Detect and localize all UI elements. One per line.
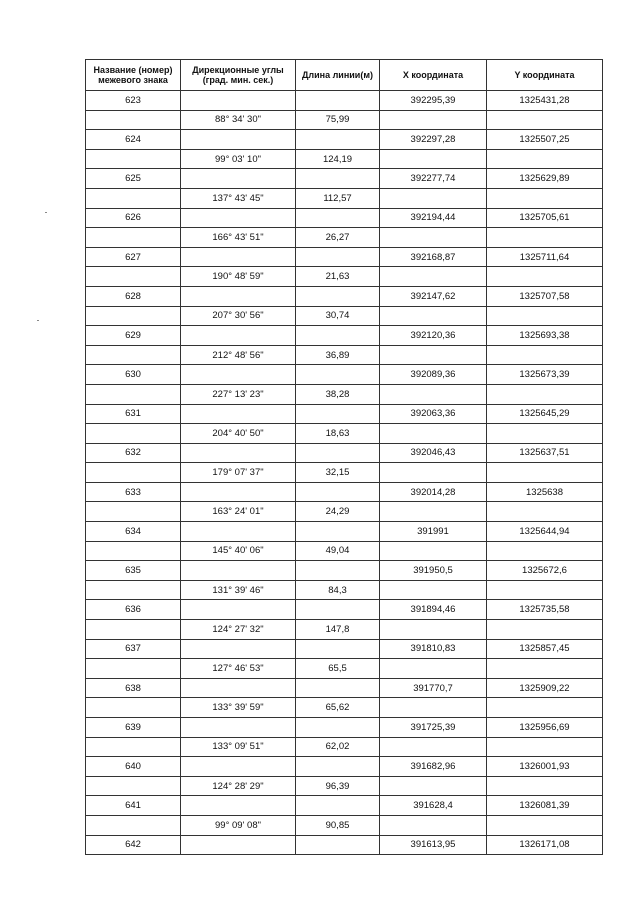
bearing-angle-cell (181, 247, 296, 267)
x-coordinate-cell: 391991 (380, 522, 487, 542)
table-row (86, 757, 603, 777)
marker-name-cell (86, 384, 181, 404)
bearing-angle-cell: 131° 39' 46" (181, 580, 296, 600)
marker-name-cell (86, 463, 181, 483)
bearing-angle-cell (181, 718, 296, 738)
x-coordinate-cell: 392014,28 (380, 482, 487, 502)
header-x-coordinate: X координата (380, 60, 487, 91)
y-coordinate-cell (487, 228, 603, 248)
bearing-angle-cell (181, 522, 296, 542)
x-coordinate-cell (380, 463, 487, 483)
header-y-coordinate: Y координата (487, 60, 603, 91)
bearing-angle-cell (181, 326, 296, 346)
marker-name-cell: 623 (86, 91, 181, 111)
marker-name-cell (86, 698, 181, 718)
line-length-cell: 124,19 (296, 149, 380, 169)
boundary-coordinates-table (85, 59, 603, 855)
y-coordinate-cell (487, 737, 603, 757)
table-row (86, 522, 603, 542)
y-coordinate-cell: 1326081,39 (487, 796, 603, 816)
bearing-angle-cell (181, 482, 296, 502)
bearing-angle-cell: 166° 43' 51" (181, 228, 296, 248)
y-coordinate-cell (487, 463, 603, 483)
y-coordinate-cell: 1325711,64 (487, 247, 603, 267)
scan-speck (37, 320, 39, 321)
line-length-cell (296, 365, 380, 385)
x-coordinate-cell (380, 384, 487, 404)
bearing-angle-cell (181, 835, 296, 855)
line-length-cell: 147,8 (296, 620, 380, 640)
marker-name-cell (86, 620, 181, 640)
bearing-angle-cell: 179° 07' 37" (181, 463, 296, 483)
x-coordinate-cell: 392194,44 (380, 208, 487, 228)
x-coordinate-cell: 392297,28 (380, 130, 487, 150)
bearing-angle-cell: 212° 48' 56" (181, 345, 296, 365)
marker-name-cell: 639 (86, 718, 181, 738)
marker-name-cell (86, 815, 181, 835)
marker-name-cell (86, 424, 181, 444)
x-coordinate-cell (380, 110, 487, 130)
table-row (86, 345, 603, 365)
header-marker-name: Название (номер) межевого знака (86, 60, 181, 91)
table-row (86, 365, 603, 385)
table-row (86, 404, 603, 424)
line-length-cell (296, 678, 380, 698)
x-coordinate-cell (380, 776, 487, 796)
y-coordinate-cell (487, 502, 603, 522)
table-row (86, 776, 603, 796)
line-length-cell: 24,29 (296, 502, 380, 522)
marker-name-cell: 632 (86, 443, 181, 463)
table-row (86, 835, 603, 855)
y-coordinate-cell: 1325645,29 (487, 404, 603, 424)
y-coordinate-cell (487, 815, 603, 835)
y-coordinate-cell (487, 659, 603, 679)
table-row (86, 580, 603, 600)
marker-name-cell: 628 (86, 286, 181, 306)
x-coordinate-cell (380, 659, 487, 679)
table-row (86, 659, 603, 679)
x-coordinate-cell: 391613,95 (380, 835, 487, 855)
x-coordinate-cell (380, 620, 487, 640)
bearing-angle-cell: 137° 43' 45" (181, 188, 296, 208)
bearing-angle-cell: 133° 09' 51" (181, 737, 296, 757)
x-coordinate-cell: 391628,4 (380, 796, 487, 816)
table-row (86, 639, 603, 659)
marker-name-cell (86, 580, 181, 600)
table-row (86, 737, 603, 757)
scan-speck (45, 212, 47, 213)
marker-name-cell (86, 110, 181, 130)
line-length-cell: 75,99 (296, 110, 380, 130)
marker-name-cell (86, 149, 181, 169)
y-coordinate-cell (487, 267, 603, 287)
x-coordinate-cell: 392120,36 (380, 326, 487, 346)
y-coordinate-cell: 1325735,58 (487, 600, 603, 620)
x-coordinate-cell: 392063,36 (380, 404, 487, 424)
bearing-angle-cell: 88° 34' 30" (181, 110, 296, 130)
table-row (86, 424, 603, 444)
table-row (86, 443, 603, 463)
bearing-angle-cell (181, 639, 296, 659)
header-bearing-angle: Дирекционные углы (град. мин. сек.) (181, 60, 296, 91)
table-row (86, 228, 603, 248)
line-length-cell (296, 522, 380, 542)
marker-name-cell: 641 (86, 796, 181, 816)
y-coordinate-cell: 1325673,39 (487, 365, 603, 385)
x-coordinate-cell (380, 815, 487, 835)
x-coordinate-cell: 391894,46 (380, 600, 487, 620)
marker-name-cell: 642 (86, 835, 181, 855)
table-row (86, 130, 603, 150)
table-row (86, 149, 603, 169)
line-length-cell (296, 796, 380, 816)
survey-sheet (85, 59, 602, 855)
y-coordinate-cell (487, 345, 603, 365)
line-length-cell: 38,28 (296, 384, 380, 404)
y-coordinate-cell: 1325705,61 (487, 208, 603, 228)
table-row (86, 169, 603, 189)
y-coordinate-cell: 1325857,45 (487, 639, 603, 659)
marker-name-cell (86, 541, 181, 561)
x-coordinate-cell (380, 424, 487, 444)
x-coordinate-cell: 392295,39 (380, 91, 487, 111)
y-coordinate-cell (487, 384, 603, 404)
table-row (86, 188, 603, 208)
table-row (86, 326, 603, 346)
table-row (86, 463, 603, 483)
y-coordinate-cell (487, 580, 603, 600)
x-coordinate-cell (380, 267, 487, 287)
bearing-angle-cell (181, 169, 296, 189)
bearing-angle-cell (181, 91, 296, 111)
marker-name-cell: 629 (86, 326, 181, 346)
y-coordinate-cell (487, 424, 603, 444)
line-length-cell (296, 718, 380, 738)
table-row (86, 718, 603, 738)
bearing-angle-cell: 133° 39' 59" (181, 698, 296, 718)
y-coordinate-cell: 1325707,58 (487, 286, 603, 306)
table-row (86, 110, 603, 130)
bearing-angle-cell (181, 796, 296, 816)
line-length-cell (296, 91, 380, 111)
table-row (86, 796, 603, 816)
x-coordinate-cell: 392046,43 (380, 443, 487, 463)
bearing-angle-cell: 124° 27' 32" (181, 620, 296, 640)
marker-name-cell: 636 (86, 600, 181, 620)
y-coordinate-cell (487, 620, 603, 640)
y-coordinate-cell (487, 698, 603, 718)
bearing-angle-cell: 145° 40' 06" (181, 541, 296, 561)
y-coordinate-cell (487, 541, 603, 561)
line-length-cell: 62,02 (296, 737, 380, 757)
bearing-angle-cell: 190° 48' 59" (181, 267, 296, 287)
y-coordinate-cell: 1325956,69 (487, 718, 603, 738)
x-coordinate-cell (380, 188, 487, 208)
line-length-cell: 112,57 (296, 188, 380, 208)
header-row (86, 60, 603, 91)
table-row (86, 502, 603, 522)
bearing-angle-cell (181, 208, 296, 228)
marker-name-cell: 633 (86, 482, 181, 502)
bearing-angle-cell: 227° 13' 23" (181, 384, 296, 404)
y-coordinate-cell: 1325507,25 (487, 130, 603, 150)
marker-name-cell: 631 (86, 404, 181, 424)
y-coordinate-cell: 1326001,93 (487, 757, 603, 777)
line-length-cell: 96,39 (296, 776, 380, 796)
marker-name-cell (86, 345, 181, 365)
line-length-cell: 18,63 (296, 424, 380, 444)
marker-name-cell (86, 659, 181, 679)
bearing-angle-cell: 127° 46' 53" (181, 659, 296, 679)
y-coordinate-cell: 1325629,89 (487, 169, 603, 189)
x-coordinate-cell: 391770,7 (380, 678, 487, 698)
bearing-angle-cell: 99° 03' 10" (181, 149, 296, 169)
line-length-cell (296, 757, 380, 777)
y-coordinate-cell: 1325909,22 (487, 678, 603, 698)
marker-name-cell (86, 188, 181, 208)
marker-name-cell: 630 (86, 365, 181, 385)
bearing-angle-cell: 124° 28' 29" (181, 776, 296, 796)
x-coordinate-cell (380, 698, 487, 718)
line-length-cell (296, 561, 380, 581)
marker-name-cell: 634 (86, 522, 181, 542)
marker-name-cell (86, 737, 181, 757)
x-coordinate-cell (380, 149, 487, 169)
marker-name-cell: 638 (86, 678, 181, 698)
bearing-angle-cell: 99° 09' 08" (181, 815, 296, 835)
y-coordinate-cell: 1326171,08 (487, 835, 603, 855)
line-length-cell: 84,3 (296, 580, 380, 600)
x-coordinate-cell: 391810,83 (380, 639, 487, 659)
bearing-angle-cell (181, 404, 296, 424)
line-length-cell: 49,04 (296, 541, 380, 561)
table-header (86, 60, 603, 91)
marker-name-cell: 640 (86, 757, 181, 777)
table-row (86, 561, 603, 581)
y-coordinate-cell: 1325672,6 (487, 561, 603, 581)
x-coordinate-cell (380, 345, 487, 365)
line-length-cell (296, 326, 380, 346)
header-line-length: Длина линии(м) (296, 60, 380, 91)
marker-name-cell (86, 267, 181, 287)
bearing-angle-cell: 207° 30' 56" (181, 306, 296, 326)
x-coordinate-cell (380, 502, 487, 522)
bearing-angle-cell (181, 678, 296, 698)
line-length-cell (296, 247, 380, 267)
table-row (86, 482, 603, 502)
line-length-cell (296, 286, 380, 306)
bearing-angle-cell (181, 130, 296, 150)
line-length-cell (296, 639, 380, 659)
line-length-cell (296, 130, 380, 150)
line-length-cell: 26,27 (296, 228, 380, 248)
y-coordinate-cell (487, 110, 603, 130)
y-coordinate-cell: 1325693,38 (487, 326, 603, 346)
bearing-angle-cell (181, 757, 296, 777)
bearing-angle-cell (181, 286, 296, 306)
marker-name-cell: 624 (86, 130, 181, 150)
y-coordinate-cell (487, 776, 603, 796)
x-coordinate-cell: 392089,36 (380, 365, 487, 385)
line-length-cell (296, 443, 380, 463)
table-row (86, 91, 603, 111)
x-coordinate-cell (380, 737, 487, 757)
marker-name-cell: 627 (86, 247, 181, 267)
table-row (86, 306, 603, 326)
line-length-cell: 21,63 (296, 267, 380, 287)
x-coordinate-cell (380, 541, 487, 561)
line-length-cell (296, 835, 380, 855)
table-body (86, 91, 603, 855)
line-length-cell: 30,74 (296, 306, 380, 326)
x-coordinate-cell: 391725,39 (380, 718, 487, 738)
y-coordinate-cell: 1325637,51 (487, 443, 603, 463)
line-length-cell (296, 404, 380, 424)
marker-name-cell (86, 776, 181, 796)
line-length-cell: 90,85 (296, 815, 380, 835)
x-coordinate-cell (380, 228, 487, 248)
marker-name-cell: 626 (86, 208, 181, 228)
line-length-cell: 32,15 (296, 463, 380, 483)
line-length-cell: 36,89 (296, 345, 380, 365)
table-row (86, 286, 603, 306)
y-coordinate-cell (487, 149, 603, 169)
y-coordinate-cell: 1325431,28 (487, 91, 603, 111)
x-coordinate-cell (380, 306, 487, 326)
marker-name-cell (86, 228, 181, 248)
table-row (86, 815, 603, 835)
marker-name-cell: 635 (86, 561, 181, 581)
x-coordinate-cell: 392168,87 (380, 247, 487, 267)
bearing-angle-cell (181, 443, 296, 463)
y-coordinate-cell: 1325644,94 (487, 522, 603, 542)
x-coordinate-cell: 392147,62 (380, 286, 487, 306)
y-coordinate-cell (487, 188, 603, 208)
line-length-cell (296, 600, 380, 620)
marker-name-cell: 637 (86, 639, 181, 659)
bearing-angle-cell: 163° 24' 01" (181, 502, 296, 522)
marker-name-cell (86, 306, 181, 326)
table-row (86, 600, 603, 620)
table-row (86, 541, 603, 561)
bearing-angle-cell (181, 365, 296, 385)
table-row (86, 267, 603, 287)
bearing-angle-cell (181, 600, 296, 620)
bearing-angle-cell (181, 561, 296, 581)
line-length-cell (296, 169, 380, 189)
line-length-cell: 65,5 (296, 659, 380, 679)
marker-name-cell: 625 (86, 169, 181, 189)
table-row (86, 384, 603, 404)
y-coordinate-cell: 1325638 (487, 482, 603, 502)
x-coordinate-cell: 391950,5 (380, 561, 487, 581)
line-length-cell (296, 208, 380, 228)
table-row (86, 678, 603, 698)
table-row (86, 247, 603, 267)
bearing-angle-cell: 204° 40' 50" (181, 424, 296, 444)
marker-name-cell (86, 502, 181, 522)
table-row (86, 620, 603, 640)
x-coordinate-cell: 392277,74 (380, 169, 487, 189)
x-coordinate-cell: 391682,96 (380, 757, 487, 777)
table-row (86, 208, 603, 228)
y-coordinate-cell (487, 306, 603, 326)
x-coordinate-cell (380, 580, 487, 600)
table-row (86, 698, 603, 718)
line-length-cell: 65,62 (296, 698, 380, 718)
line-length-cell (296, 482, 380, 502)
